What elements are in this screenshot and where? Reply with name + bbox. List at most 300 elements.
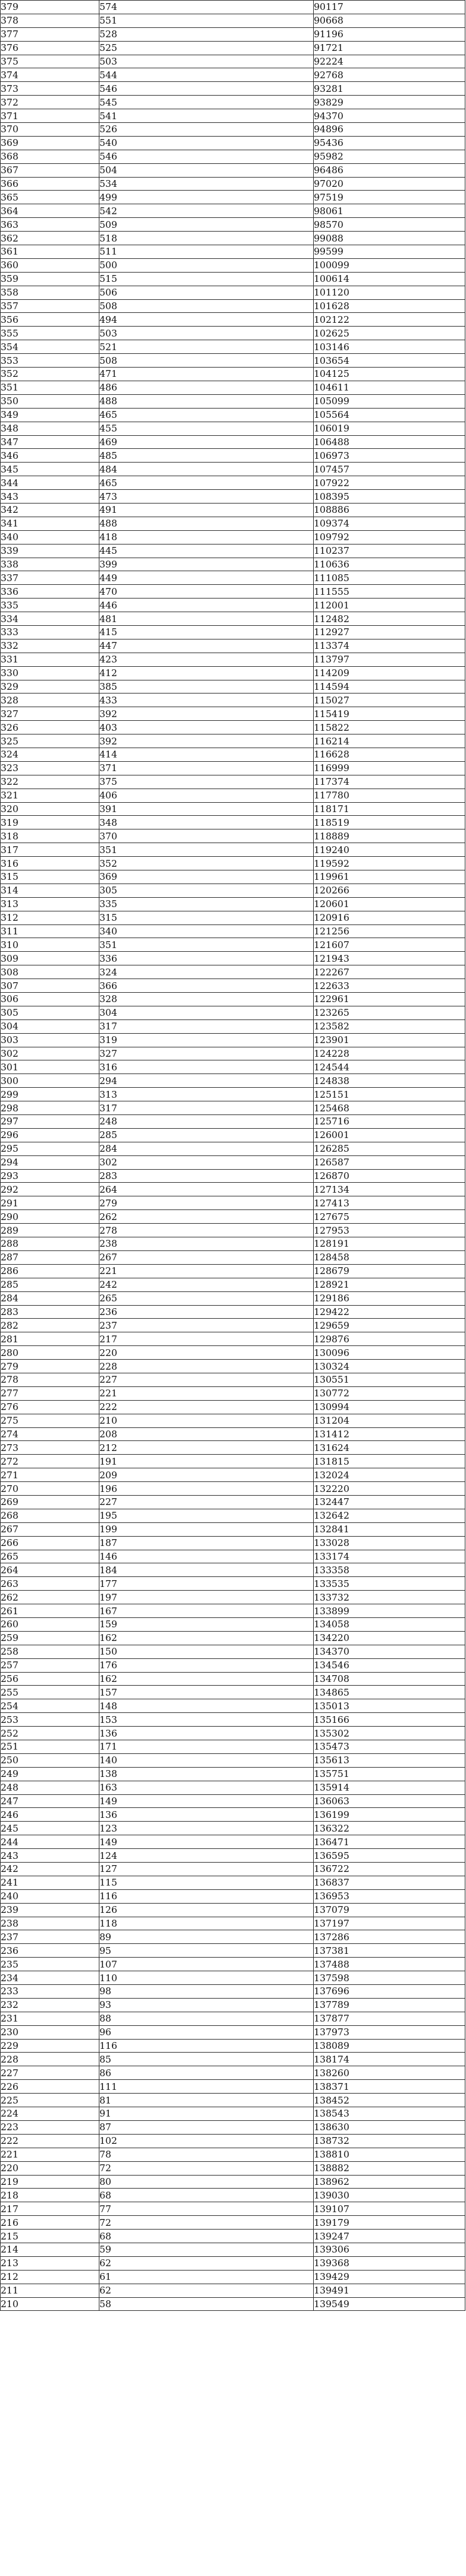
cumulative-cell: 103654 bbox=[314, 354, 465, 368]
count-cell: 159 bbox=[99, 1617, 314, 1631]
table-row bbox=[1, 1808, 465, 1822]
cumulative-cell: 135166 bbox=[314, 1713, 465, 1727]
score-cell: 319 bbox=[1, 816, 99, 829]
table-row bbox=[1, 1985, 465, 1999]
cumulative-cell: 138371 bbox=[314, 2080, 465, 2094]
score-cell: 256 bbox=[1, 1672, 99, 1686]
score-cell: 211 bbox=[1, 2284, 99, 2297]
cumulative-cell: 126587 bbox=[314, 1155, 465, 1169]
score-cell: 366 bbox=[1, 177, 99, 191]
score-cell: 262 bbox=[1, 1591, 99, 1604]
table-row bbox=[1, 1658, 465, 1672]
score-cell: 326 bbox=[1, 721, 99, 734]
count-cell: 72 bbox=[99, 2161, 314, 2175]
table-row bbox=[1, 27, 465, 41]
table-row bbox=[1, 1563, 465, 1577]
score-cell: 212 bbox=[1, 2270, 99, 2284]
cumulative-cell: 137789 bbox=[314, 1998, 465, 2012]
count-cell: 546 bbox=[99, 82, 314, 96]
table-row bbox=[1, 789, 465, 802]
count-cell: 449 bbox=[99, 571, 314, 585]
score-cell: 363 bbox=[1, 218, 99, 232]
cumulative-cell: 137696 bbox=[314, 1985, 465, 1999]
count-cell: 227 bbox=[99, 1495, 314, 1509]
count-cell: 72 bbox=[99, 2216, 314, 2230]
table-row bbox=[1, 2297, 465, 2311]
table-row bbox=[1, 924, 465, 938]
score-cell: 354 bbox=[1, 340, 99, 354]
cumulative-cell: 102122 bbox=[314, 313, 465, 327]
table-row bbox=[1, 680, 465, 694]
table-row bbox=[1, 286, 465, 299]
score-cell: 365 bbox=[1, 191, 99, 204]
cumulative-cell: 117780 bbox=[314, 789, 465, 802]
score-cell: 236 bbox=[1, 1944, 99, 1958]
table-row bbox=[1, 965, 465, 979]
cumulative-cell: 116999 bbox=[314, 761, 465, 775]
score-cell: 332 bbox=[1, 639, 99, 653]
count-cell: 494 bbox=[99, 313, 314, 327]
count-cell: 208 bbox=[99, 1427, 314, 1441]
score-cell: 375 bbox=[1, 55, 99, 68]
count-cell: 87 bbox=[99, 2120, 314, 2134]
cumulative-cell: 131815 bbox=[314, 1455, 465, 1468]
score-cell: 343 bbox=[1, 490, 99, 504]
count-cell: 403 bbox=[99, 721, 314, 734]
score-cell: 338 bbox=[1, 558, 99, 571]
cumulative-cell: 138543 bbox=[314, 2107, 465, 2121]
table-row bbox=[1, 1876, 465, 1889]
score-cell: 273 bbox=[1, 1441, 99, 1455]
cumulative-cell: 139491 bbox=[314, 2284, 465, 2297]
cumulative-cell: 136063 bbox=[314, 1794, 465, 1808]
table-row bbox=[1, 2039, 465, 2053]
table-row bbox=[1, 530, 465, 544]
cumulative-cell: 133899 bbox=[314, 1604, 465, 1618]
cumulative-cell: 137877 bbox=[314, 2012, 465, 2025]
cumulative-cell: 137381 bbox=[314, 1944, 465, 1958]
count-cell: 146 bbox=[99, 1550, 314, 1563]
table-row bbox=[1, 2161, 465, 2175]
table-row bbox=[1, 843, 465, 857]
table-row bbox=[1, 1060, 465, 1074]
cumulative-cell: 136722 bbox=[314, 1863, 465, 1876]
count-cell: 197 bbox=[99, 1591, 314, 1604]
score-cell: 308 bbox=[1, 965, 99, 979]
count-cell: 447 bbox=[99, 639, 314, 653]
count-cell: 138 bbox=[99, 1767, 314, 1781]
count-cell: 184 bbox=[99, 1563, 314, 1577]
table-row bbox=[1, 1033, 465, 1047]
table-row bbox=[1, 911, 465, 924]
count-cell: 78 bbox=[99, 2148, 314, 2161]
count-cell: 283 bbox=[99, 1169, 314, 1183]
score-cell: 374 bbox=[1, 68, 99, 82]
cumulative-cell: 123265 bbox=[314, 1006, 465, 1019]
score-cell: 371 bbox=[1, 109, 99, 123]
table-row bbox=[1, 1196, 465, 1210]
count-cell: 412 bbox=[99, 666, 314, 680]
cumulative-cell: 137973 bbox=[314, 2025, 465, 2039]
score-cell: 222 bbox=[1, 2134, 99, 2148]
count-cell: 545 bbox=[99, 96, 314, 109]
table-row bbox=[1, 612, 465, 626]
cumulative-cell: 100099 bbox=[314, 258, 465, 272]
count-cell: 500 bbox=[99, 258, 314, 272]
count-cell: 470 bbox=[99, 585, 314, 599]
table-row bbox=[1, 1863, 465, 1876]
count-cell: 162 bbox=[99, 1631, 314, 1645]
table-row bbox=[1, 1740, 465, 1754]
score-cell: 224 bbox=[1, 2107, 99, 2121]
cumulative-cell: 103146 bbox=[314, 340, 465, 354]
cumulative-cell: 116628 bbox=[314, 748, 465, 761]
table-row bbox=[1, 1414, 465, 1427]
score-cell: 225 bbox=[1, 2094, 99, 2107]
cumulative-cell: 135013 bbox=[314, 1699, 465, 1713]
count-cell: 327 bbox=[99, 1047, 314, 1060]
cumulative-cell: 135302 bbox=[314, 1727, 465, 1740]
table-row bbox=[1, 1088, 465, 1101]
score-cell: 309 bbox=[1, 952, 99, 965]
table-row bbox=[1, 639, 465, 653]
count-cell: 124 bbox=[99, 1849, 314, 1863]
score-cell: 302 bbox=[1, 1047, 99, 1060]
count-cell: 212 bbox=[99, 1441, 314, 1455]
score-cell: 275 bbox=[1, 1414, 99, 1427]
count-cell: 465 bbox=[99, 408, 314, 422]
score-cell: 329 bbox=[1, 680, 99, 694]
count-cell: 406 bbox=[99, 789, 314, 802]
score-cell: 339 bbox=[1, 544, 99, 558]
count-cell: 491 bbox=[99, 503, 314, 517]
table-row bbox=[1, 150, 465, 163]
count-cell: 88 bbox=[99, 2012, 314, 2025]
score-cell: 266 bbox=[1, 1536, 99, 1550]
cumulative-cell: 115419 bbox=[314, 707, 465, 721]
table-row bbox=[1, 258, 465, 272]
score-cell: 379 bbox=[1, 1, 99, 14]
count-cell: 107 bbox=[99, 1958, 314, 1971]
count-cell: 414 bbox=[99, 748, 314, 761]
score-cell: 244 bbox=[1, 1835, 99, 1849]
table-row bbox=[1, 2066, 465, 2080]
table-row bbox=[1, 1142, 465, 1155]
cumulative-cell: 100614 bbox=[314, 272, 465, 286]
count-cell: 85 bbox=[99, 2053, 314, 2066]
score-cell: 352 bbox=[1, 368, 99, 381]
cumulative-cell: 106973 bbox=[314, 449, 465, 463]
score-cell: 340 bbox=[1, 530, 99, 544]
score-cell: 293 bbox=[1, 1169, 99, 1183]
score-cell: 221 bbox=[1, 2148, 99, 2161]
table-row bbox=[1, 177, 465, 191]
count-cell: 61 bbox=[99, 2270, 314, 2284]
cumulative-cell: 132220 bbox=[314, 1482, 465, 1496]
table-row bbox=[1, 1386, 465, 1400]
table-row bbox=[1, 1617, 465, 1631]
table-row bbox=[1, 123, 465, 137]
cumulative-cell: 137079 bbox=[314, 1903, 465, 1917]
table-row bbox=[1, 2256, 465, 2270]
table-row bbox=[1, 1577, 465, 1591]
score-cell: 324 bbox=[1, 748, 99, 761]
cumulative-cell: 130324 bbox=[314, 1360, 465, 1373]
cumulative-cell: 137286 bbox=[314, 1930, 465, 1944]
table-row bbox=[1, 2107, 465, 2121]
table-row bbox=[1, 1360, 465, 1373]
table-row bbox=[1, 761, 465, 775]
cumulative-cell: 137197 bbox=[314, 1917, 465, 1930]
count-cell: 370 bbox=[99, 829, 314, 843]
cumulative-cell: 105564 bbox=[314, 408, 465, 422]
count-cell: 499 bbox=[99, 191, 314, 204]
score-cell: 286 bbox=[1, 1264, 99, 1278]
cumulative-cell: 136199 bbox=[314, 1808, 465, 1822]
score-cell: 316 bbox=[1, 857, 99, 870]
count-cell: 399 bbox=[99, 558, 314, 571]
count-cell: 317 bbox=[99, 1019, 314, 1033]
count-cell: 115 bbox=[99, 1876, 314, 1889]
count-cell: 319 bbox=[99, 1033, 314, 1047]
count-cell: 304 bbox=[99, 1006, 314, 1019]
count-cell: 221 bbox=[99, 1386, 314, 1400]
count-cell: 136 bbox=[99, 1727, 314, 1740]
score-cell: 348 bbox=[1, 422, 99, 435]
table-row bbox=[1, 449, 465, 463]
cumulative-cell: 138452 bbox=[314, 2094, 465, 2107]
count-cell: 284 bbox=[99, 1142, 314, 1155]
count-cell: 485 bbox=[99, 449, 314, 463]
table-row bbox=[1, 1522, 465, 1536]
count-cell: 238 bbox=[99, 1237, 314, 1251]
count-cell: 196 bbox=[99, 1482, 314, 1496]
count-cell: 511 bbox=[99, 245, 314, 259]
table-row bbox=[1, 1591, 465, 1604]
cumulative-cell: 131412 bbox=[314, 1427, 465, 1441]
count-cell: 227 bbox=[99, 1373, 314, 1386]
score-cell: 248 bbox=[1, 1781, 99, 1794]
cumulative-cell: 104125 bbox=[314, 368, 465, 381]
cumulative-cell: 92768 bbox=[314, 68, 465, 82]
table-row bbox=[1, 1210, 465, 1224]
count-cell: 265 bbox=[99, 1291, 314, 1305]
cumulative-cell: 114209 bbox=[314, 666, 465, 680]
score-cell: 259 bbox=[1, 1631, 99, 1645]
count-cell: 163 bbox=[99, 1781, 314, 1794]
score-cell: 318 bbox=[1, 829, 99, 843]
count-cell: 486 bbox=[99, 381, 314, 394]
cumulative-cell: 125468 bbox=[314, 1101, 465, 1115]
count-cell: 445 bbox=[99, 544, 314, 558]
cumulative-cell: 139107 bbox=[314, 2202, 465, 2216]
count-cell: 187 bbox=[99, 1536, 314, 1550]
cumulative-cell: 122633 bbox=[314, 979, 465, 993]
table-row bbox=[1, 1767, 465, 1781]
table-row bbox=[1, 1482, 465, 1496]
table-row bbox=[1, 517, 465, 530]
cumulative-cell: 121943 bbox=[314, 952, 465, 965]
count-cell: 191 bbox=[99, 1455, 314, 1468]
score-cell: 364 bbox=[1, 204, 99, 218]
count-cell: 140 bbox=[99, 1753, 314, 1767]
score-cell: 376 bbox=[1, 41, 99, 55]
table-row bbox=[1, 1400, 465, 1414]
score-cell: 245 bbox=[1, 1822, 99, 1835]
cumulative-cell: 117374 bbox=[314, 775, 465, 789]
table-row bbox=[1, 2284, 465, 2297]
score-cell: 344 bbox=[1, 476, 99, 490]
score-cell: 226 bbox=[1, 2080, 99, 2094]
table-row bbox=[1, 476, 465, 490]
table-row bbox=[1, 2216, 465, 2230]
score-cell: 233 bbox=[1, 1985, 99, 1999]
count-cell: 335 bbox=[99, 897, 314, 911]
score-cell: 260 bbox=[1, 1617, 99, 1631]
table-row bbox=[1, 1115, 465, 1129]
cumulative-cell: 119961 bbox=[314, 870, 465, 884]
table-row bbox=[1, 734, 465, 748]
count-cell: 95 bbox=[99, 1944, 314, 1958]
count-cell: 110 bbox=[99, 1971, 314, 1985]
table-row bbox=[1, 1319, 465, 1332]
count-cell: 221 bbox=[99, 1264, 314, 1278]
cumulative-cell: 132642 bbox=[314, 1509, 465, 1522]
score-cell: 342 bbox=[1, 503, 99, 517]
cumulative-cell: 111085 bbox=[314, 571, 465, 585]
cumulative-cell: 139179 bbox=[314, 2216, 465, 2230]
score-cell: 299 bbox=[1, 1088, 99, 1101]
cumulative-cell: 98570 bbox=[314, 218, 465, 232]
cumulative-cell: 138260 bbox=[314, 2066, 465, 2080]
score-cell: 297 bbox=[1, 1115, 99, 1129]
cumulative-cell: 134865 bbox=[314, 1686, 465, 1699]
score-cell: 303 bbox=[1, 1033, 99, 1047]
cumulative-cell: 122961 bbox=[314, 993, 465, 1006]
score-cell: 349 bbox=[1, 408, 99, 422]
score-cell: 215 bbox=[1, 2230, 99, 2243]
table-row bbox=[1, 14, 465, 27]
score-cell: 264 bbox=[1, 1563, 99, 1577]
count-cell: 59 bbox=[99, 2243, 314, 2256]
count-cell: 91 bbox=[99, 2107, 314, 2121]
cumulative-cell: 135751 bbox=[314, 1767, 465, 1781]
score-cell: 322 bbox=[1, 775, 99, 789]
cumulative-cell: 126870 bbox=[314, 1169, 465, 1183]
score-cell: 328 bbox=[1, 694, 99, 707]
score-cell: 291 bbox=[1, 1196, 99, 1210]
table-body bbox=[1, 1, 465, 2311]
count-cell: 541 bbox=[99, 109, 314, 123]
count-cell: 305 bbox=[99, 884, 314, 897]
score-cell: 362 bbox=[1, 232, 99, 245]
count-cell: 574 bbox=[99, 1, 314, 14]
table-row bbox=[1, 2202, 465, 2216]
count-cell: 503 bbox=[99, 55, 314, 68]
table-row bbox=[1, 585, 465, 599]
score-cell: 274 bbox=[1, 1427, 99, 1441]
cumulative-cell: 110636 bbox=[314, 558, 465, 571]
table-row bbox=[1, 1699, 465, 1713]
count-cell: 528 bbox=[99, 27, 314, 41]
score-cell: 294 bbox=[1, 1155, 99, 1169]
cumulative-cell: 93281 bbox=[314, 82, 465, 96]
score-cell: 305 bbox=[1, 1006, 99, 1019]
cumulative-cell: 127413 bbox=[314, 1196, 465, 1210]
table-row bbox=[1, 707, 465, 721]
cumulative-cell: 124838 bbox=[314, 1074, 465, 1088]
cumulative-cell: 106019 bbox=[314, 422, 465, 435]
cumulative-cell: 104611 bbox=[314, 381, 465, 394]
cumulative-cell: 126285 bbox=[314, 1142, 465, 1155]
table-row bbox=[1, 952, 465, 965]
count-cell: 217 bbox=[99, 1332, 314, 1346]
table-row bbox=[1, 1373, 465, 1386]
cumulative-cell: 139368 bbox=[314, 2256, 465, 2270]
score-cell: 279 bbox=[1, 1360, 99, 1373]
score-cell: 251 bbox=[1, 1740, 99, 1754]
table-row bbox=[1, 1346, 465, 1360]
count-cell: 433 bbox=[99, 694, 314, 707]
count-cell: 127 bbox=[99, 1863, 314, 1876]
count-cell: 546 bbox=[99, 150, 314, 163]
cumulative-cell: 94896 bbox=[314, 123, 465, 137]
count-cell: 68 bbox=[99, 2189, 314, 2202]
score-cell: 287 bbox=[1, 1250, 99, 1264]
count-cell: 210 bbox=[99, 1414, 314, 1427]
cumulative-cell: 108395 bbox=[314, 490, 465, 504]
score-cell: 265 bbox=[1, 1550, 99, 1563]
table-row bbox=[1, 204, 465, 218]
table-row bbox=[1, 272, 465, 286]
table-row bbox=[1, 422, 465, 435]
cumulative-cell: 112927 bbox=[314, 625, 465, 639]
table-row bbox=[1, 694, 465, 707]
score-cell: 249 bbox=[1, 1767, 99, 1781]
count-cell: 392 bbox=[99, 707, 314, 721]
cumulative-cell: 138732 bbox=[314, 2134, 465, 2148]
count-cell: 98 bbox=[99, 1985, 314, 1999]
count-cell: 371 bbox=[99, 761, 314, 775]
score-cell: 300 bbox=[1, 1074, 99, 1088]
cumulative-cell: 136837 bbox=[314, 1876, 465, 1889]
score-cell: 228 bbox=[1, 2053, 99, 2066]
table-row bbox=[1, 897, 465, 911]
count-cell: 469 bbox=[99, 435, 314, 449]
score-cell: 213 bbox=[1, 2256, 99, 2270]
cumulative-cell: 128679 bbox=[314, 1264, 465, 1278]
score-cell: 247 bbox=[1, 1794, 99, 1808]
score-cell: 257 bbox=[1, 1658, 99, 1672]
score-cell: 219 bbox=[1, 2175, 99, 2189]
count-cell: 471 bbox=[99, 368, 314, 381]
score-cell: 351 bbox=[1, 381, 99, 394]
table-row bbox=[1, 870, 465, 884]
table-row bbox=[1, 163, 465, 177]
count-cell: 392 bbox=[99, 734, 314, 748]
count-cell: 534 bbox=[99, 177, 314, 191]
count-cell: 171 bbox=[99, 1740, 314, 1754]
score-cell: 298 bbox=[1, 1101, 99, 1115]
count-cell: 526 bbox=[99, 123, 314, 137]
table-row bbox=[1, 1930, 465, 1944]
cumulative-cell: 120601 bbox=[314, 897, 465, 911]
score-cell: 359 bbox=[1, 272, 99, 286]
score-cell: 345 bbox=[1, 463, 99, 476]
score-cell: 313 bbox=[1, 897, 99, 911]
count-cell: 473 bbox=[99, 490, 314, 504]
score-cell: 341 bbox=[1, 517, 99, 530]
